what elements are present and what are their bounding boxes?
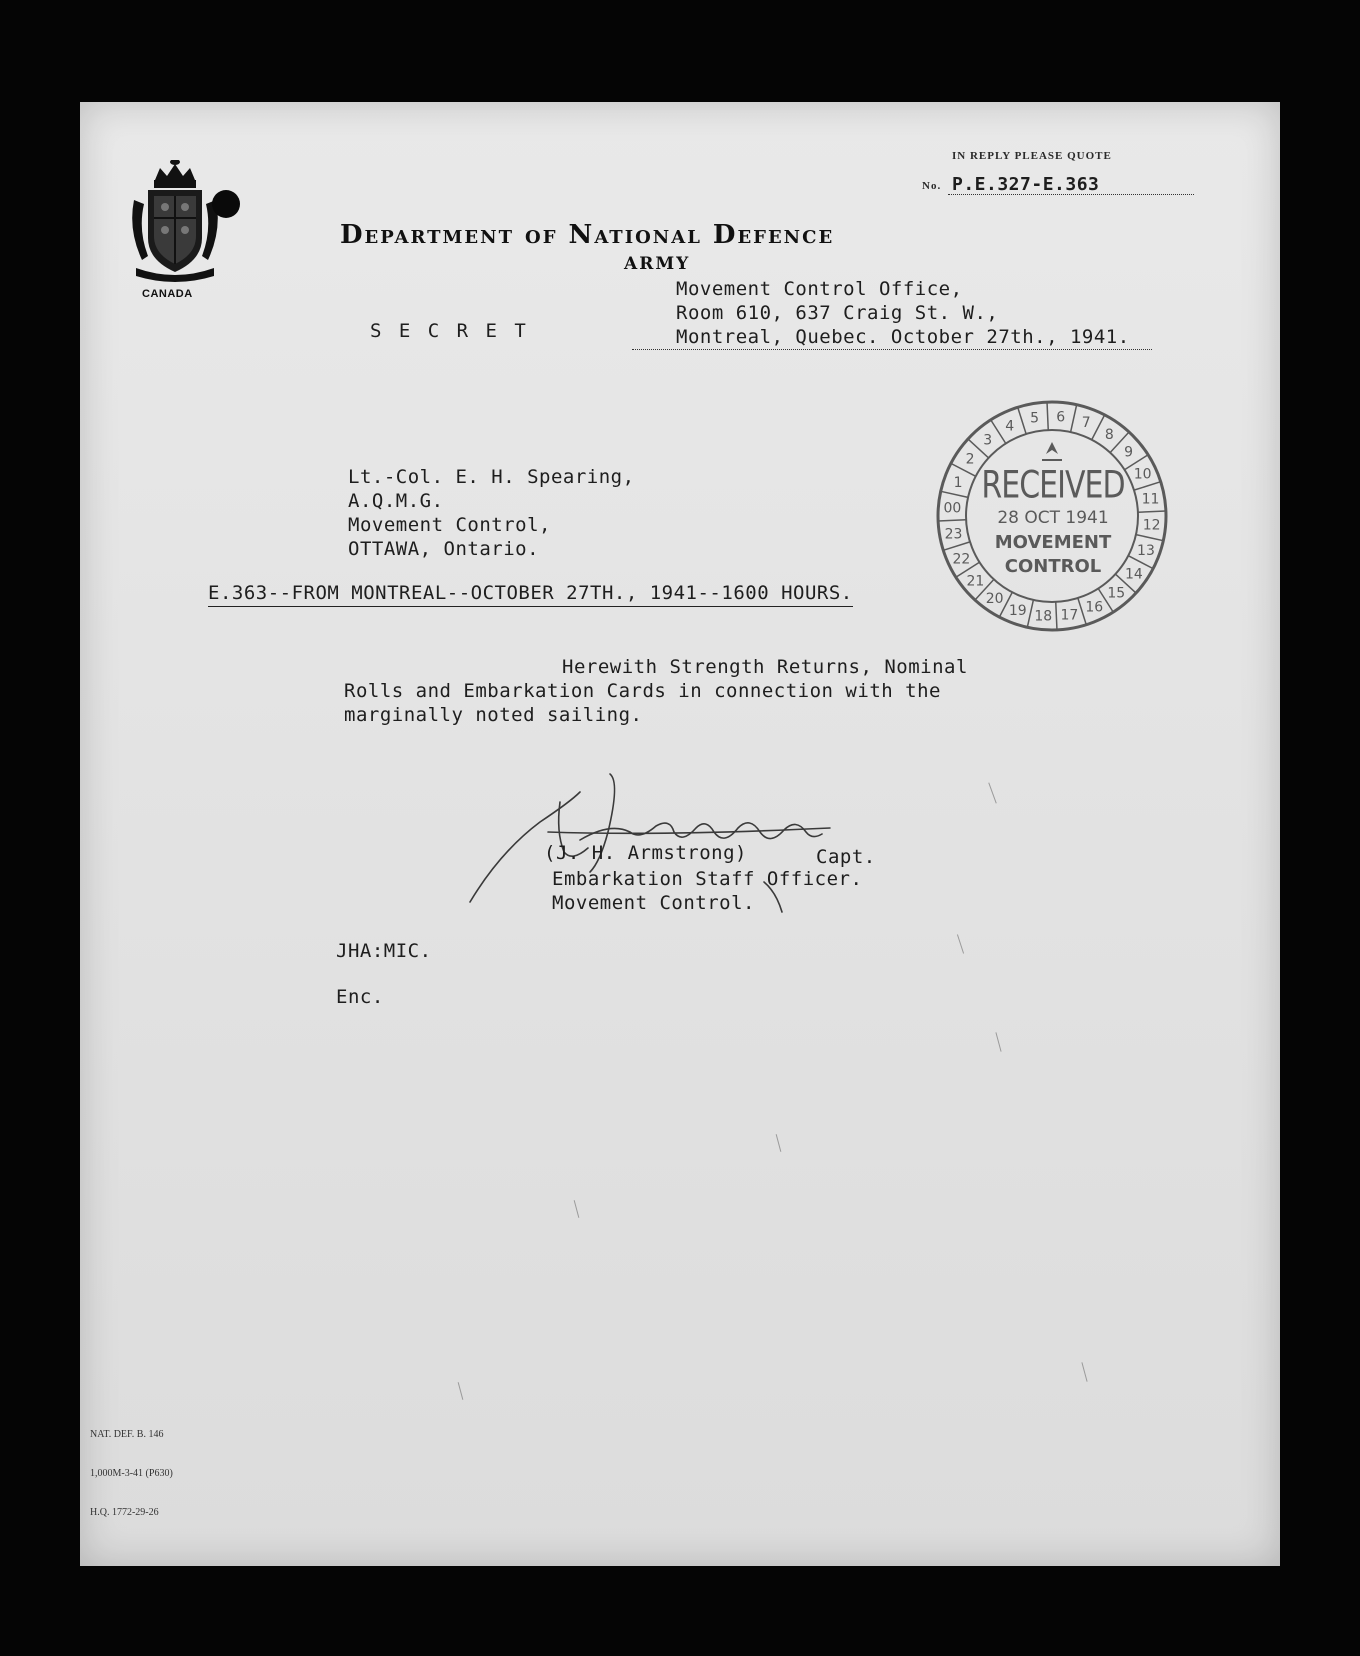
stamp-hour-label: 16 [1085, 599, 1104, 616]
stamp-hour-divider [1071, 405, 1077, 432]
signatory-unit: Movement Control. [552, 892, 755, 914]
scan-scratch [458, 1382, 464, 1400]
stamp-hour-label: 19 [1008, 602, 1027, 619]
stamp-hour-label: 10 [1133, 466, 1152, 483]
signatory-rank: Capt. [816, 846, 876, 868]
stamp-hour-label: 11 [1141, 491, 1160, 508]
stamp-hour-label: 18 [1034, 608, 1053, 625]
department-heading: Department of National Defence [340, 220, 835, 250]
form-footer [90, 1402, 173, 1545]
form-footer-line2: 1,000M-3-41 (P630) [90, 1468, 173, 1479]
stamp-hour-divider [1047, 402, 1048, 430]
stamp-hour-label: 22 [952, 551, 971, 568]
sender-address-line1: Movement Control Office, [676, 278, 963, 300]
stamp-hour-divider [943, 542, 970, 550]
sender-address-line2: Room 610, 637 Craig St. W., [676, 302, 999, 324]
stamp-hour-divider [1134, 482, 1161, 490]
stamp-hour-divider [1138, 511, 1166, 512]
stamp-hour-label: 13 [1137, 543, 1155, 560]
reply-quote-label: IN REPLY PLEASE QUOTE [952, 150, 1112, 162]
stamp-hour-divider [1092, 415, 1105, 440]
body-line1: Herewith Strength Returns, Nominal [562, 656, 968, 678]
form-footer-line3: H.Q. 1772-29-26 [90, 1507, 159, 1518]
stamp-hour-label: 4 [1005, 418, 1015, 435]
stamp-line1: MOVEMENT [994, 532, 1112, 553]
scan-scratch [776, 1134, 782, 1152]
crest-label: CANADA [142, 288, 193, 300]
stamp-hour-label: 15 [1107, 585, 1126, 602]
stamp-hour-divider [941, 491, 968, 497]
reply-number-value: P.E.327-E.363 [952, 174, 1100, 195]
document-page [80, 102, 1280, 1566]
date-line [632, 349, 1152, 350]
recipient-line2: A.Q.M.G. [348, 490, 444, 512]
stamp-hour-label: 9 [1124, 444, 1134, 461]
stamp-hour-label: 17 [1060, 607, 1079, 624]
recipient-line3: Movement Control, [348, 514, 551, 536]
classification-label: S E C R E T [370, 320, 529, 342]
scan-scratch [574, 1200, 580, 1218]
stamp-hour-label: 5 [1030, 410, 1040, 427]
stamp-hour-divider [938, 520, 966, 521]
stamp-hour-label: 1 [953, 474, 963, 491]
scan-scratch [957, 934, 964, 953]
stamp-hour-divider [991, 420, 1006, 444]
body-line2: Rolls and Embarkation Cards in connection with the [344, 680, 941, 702]
stamp-hour-label: 7 [1081, 415, 1091, 432]
branch-heading: ARMY [624, 254, 691, 274]
form-footer-line1: NAT. DEF. B. 146 [90, 1429, 164, 1440]
stamp-hour-divider [1018, 407, 1026, 434]
received-stamp [934, 398, 1170, 634]
stamp-hour-label: 21 [966, 573, 985, 590]
stamp-hour-label: 6 [1056, 409, 1066, 426]
stamp-hour-label: 8 [1104, 427, 1114, 444]
scan-scratch [1081, 1362, 1087, 1382]
stamp-hour-label: 14 [1125, 566, 1143, 583]
stamp-line2: CONTROL [1004, 556, 1102, 577]
reference-initials: JHA:MIC. [336, 940, 432, 962]
subject-line: E.363--FROM MONTREAL--OCTOBER 27TH., 1941--1600 HOURS. [208, 582, 853, 607]
stamp-hour-label: 20 [985, 590, 1004, 607]
stamp-hour-divider [1056, 602, 1057, 630]
stamp-hour-label: 2 [965, 451, 975, 468]
stamp-hour-divider [1027, 600, 1033, 627]
stamp-hour-label: 3 [983, 432, 993, 449]
sender-address-line3: Montreal, Quebec. October 27th., 1941. [676, 326, 1130, 348]
signatory-title: Embarkation Staff Officer. [552, 868, 863, 890]
signatory-name: (J. H. Armstrong) [544, 842, 747, 864]
scan-scratch [988, 782, 996, 803]
stamp-hour-divider [1136, 535, 1163, 541]
recipient-line1: Lt.-Col. E. H. Spearing, [348, 466, 635, 488]
enclosure-note: Enc. [336, 986, 384, 1008]
reply-number-label: No. [922, 180, 942, 192]
scan-scratch [995, 1032, 1001, 1052]
recipient-line4: OTTAWA, Ontario. [348, 538, 540, 560]
canada-coat-of-arms-icon [120, 160, 230, 300]
ink-blot [212, 190, 240, 218]
stamp-hour-label: 00 [943, 500, 962, 517]
stamp-date: 28 OCT 1941 [997, 508, 1109, 528]
stamp-hour-label: 12 [1142, 517, 1161, 534]
body-line3: marginally noted sailing. [344, 704, 643, 726]
reply-number-field [922, 174, 1192, 198]
stamp-hour-label: 23 [944, 526, 963, 543]
stamp-title: RECEIVED [981, 463, 1125, 508]
